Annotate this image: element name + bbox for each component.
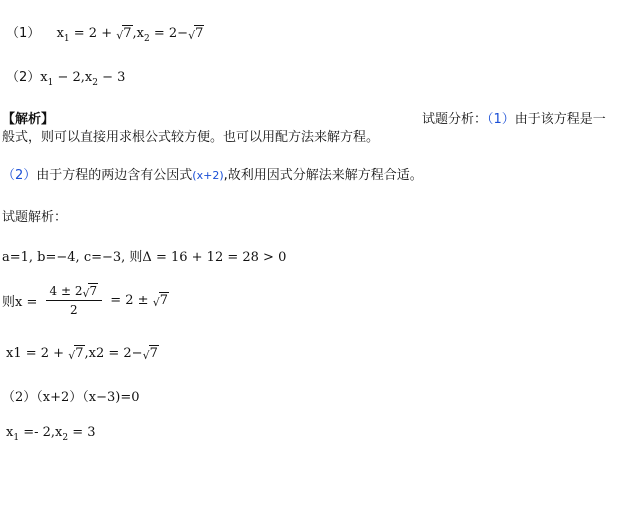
answer-part1: （1） $x_1 = 2 + √7,x_2 = 2-√7$	[6, 26, 204, 44]
answer-part2: $(2)x_1 - 2,x_2 - 3$	[6, 70, 126, 88]
solution-header: 试题解析：	[2, 210, 68, 225]
analysis-header: 【解析】	[2, 112, 55, 127]
solution-final: $x_1 =- 2,x_2 = 3$	[6, 425, 96, 443]
sqrt-7: √7	[142, 346, 158, 362]
part2-label: （2）	[6, 70, 41, 85]
sqrt-7: √7	[152, 293, 168, 309]
solution-formula: 则x = $\frac{4 \pm 2√7}{2}$ = 2 ± √7	[2, 284, 168, 317]
part1-label: （1）	[6, 26, 41, 41]
analysis-line2: 般式，则可以直接用求根公式较方便。也可以用配方法来解方程。	[2, 130, 380, 145]
analysis-line3: （2）由于方程的两边含有公因式(x+2),故利用因式分解法来解方程合适。	[2, 168, 423, 183]
solution-roots: x1 = 2 + √7,x2 = 2−√7	[6, 346, 158, 362]
solution-factored: （2）（x+2）（x−3)=0	[2, 390, 140, 405]
sqrt-7: √7	[188, 26, 204, 42]
sqrt-7: √7	[116, 26, 132, 42]
analysis-intro: 试题分析：（1）由于该方程是一	[422, 112, 606, 127]
sqrt-7: √7	[68, 346, 84, 362]
solution-coeffs: a=1, b=−4, c=−3, 则Δ = 16 + 12 = 28 > 0	[2, 250, 287, 265]
root-fraction: $\frac{4 \pm 2√7}{2}$	[46, 284, 103, 317]
